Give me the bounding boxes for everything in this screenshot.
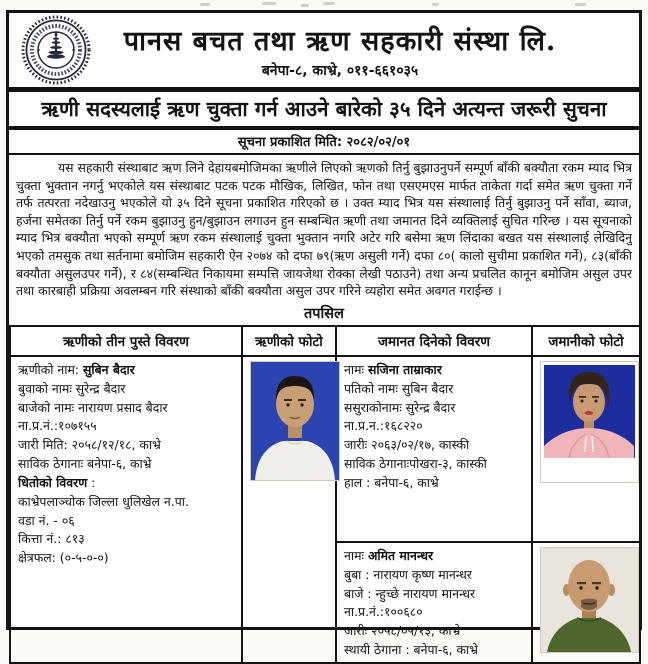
cooperative-seal-icon <box>21 15 91 85</box>
detail-line: स्थायी ठेगाना : बनेपा-६, काभ्रे <box>344 642 478 658</box>
detail-line: धितोको विवरण : <box>18 474 96 490</box>
detail-line: हाल : बनेपा-६, काभ्रे <box>344 474 439 490</box>
col-header-guarantor-details: जमानत दिनेको विवरण <box>336 326 532 356</box>
col-header-guarantor-photo: जमानीको फोटो <box>532 326 640 356</box>
detail-line: बुबा : नारायण कृष्ण मानन्धर <box>344 566 472 582</box>
detail-line: ससुराकोनामः सुरेन्द्र बैदार <box>344 399 456 415</box>
detail-line: वडा नं. - ०६ <box>18 512 75 528</box>
schedule-table <box>9 325 641 664</box>
detail-line: काभ्रेपलाञ्चोक जिल्ला धुलिखेल न.पा. <box>18 493 189 509</box>
tapsil-heading: तपसिल <box>304 305 344 322</box>
notice-document <box>6 10 642 658</box>
guarantor1-photo-cell <box>532 356 640 542</box>
scan-artifact <box>575 3 586 6</box>
detail-line: साविक ठेगानाः बनेपा-६, काभ्रे <box>18 456 152 472</box>
detail-line: जारीः २०६३/०२/१७, कास्की <box>344 437 470 453</box>
scan-artifact <box>200 3 210 6</box>
detail-line: नामः सजिना ताम्राकार <box>344 361 442 377</box>
detail-line: कित्ता नं.: ८१३ <box>18 531 85 547</box>
published-date-line: सूचना प्रकाशित मिति: २०८२/०२/०१ <box>9 130 639 155</box>
guarantor1-details-cell <box>336 356 532 542</box>
detail-line: ऋणीको नाम: सुबिन बैदार <box>18 361 135 377</box>
body-paragraph: यस सहकारी संस्थाबाट ऋण लिने देहायबमोजिमका ऋणीले लिएको ऋणको तिर्नु बुझाउनुपर्ने सम्पूर्ण बाँकी बक्यौता रकम म्याद भित्र चुक्ता भुक्तान नगर्नु भएकोले यस संस्थाबाट पटक पटक मौखिक, लिखित, फोन तथा एसएमएस मार्फत ताकेता गर्दा समेत ऋण चुक्ता गर्ने तर्फ तत्परता नदेखाउनु भएकोले यो ३५ दिने सूचना प्रकाशित गरिएको छ । उक्त म्याद भित्र यस संस्थालाई तिर्नु बुझाउनु पर्ने साँवा, ब्याज, हर्जना समेतका तिर्नु पर्ने रकम बुझाउनु हुन/बुझाउन लगाउन हुन सम्बन्धित ऋणी तथा जमानत दिने व्यक्तिलाई सुचित गरिन्छ । यस सूचनाको म्याद भित्र बक्यौता भएको सम्पूर्ण ऋण रकम संस्थालाई चुक्ता भुक्तान नगरि अटेर गरि बसेमा ऋण लिंदाका बखत यस संस्थालाई लेखिदिनु भएको तमसुक तथा सर्तनामा बमोजिम सहकारी ऐन २०७४ को दफा ७९(ऋण असुली गर्ने) दफा ८०( कालो सुचीमा प्रकाशित गर्ने), ८३(बाँकी बक्यौता असुलउपर गर्ने), र ८४(सम्बन्धित निकायमा सम्पत्ति जायजेथा रोक्का लेखी पठाउने) तथा अन्य प्रचलित कानून बमोजिम असुल उपर तथा कारबाही प्रक्रिया अवलम्बन गरि संस्थाको बाँकी बक्यौता असुल उपर गरिने व्यहोरा समेत अवगत गराईन्छ । <box>16 160 632 299</box>
detail-line: ना.प्र.नं.:१०७१५५ <box>18 418 97 434</box>
org-name: पानस बचत तथा ऋण सहकारी संस्था लि. <box>123 25 557 57</box>
guarantor1-photo <box>540 361 639 483</box>
org-title-block <box>91 21 629 80</box>
detail-line: साविक ठेगानाःपोखरा-३, कास्की <box>344 456 487 472</box>
scan-artifact <box>301 4 309 7</box>
detail-line: बाजेको नामः नारायण प्रसाद बैदार <box>18 399 168 415</box>
borrower-details-cell <box>10 356 242 663</box>
scan-artifact <box>323 2 335 5</box>
guarantor2-photo <box>540 547 639 653</box>
guarantor2-details-cell <box>336 542 532 663</box>
detail-line: नामः अमित मानन्धर <box>344 547 434 563</box>
col-header-borrower-details: ऋणीको तीन पुस्ते विवरण <box>10 326 242 356</box>
col-header-borrower-photo: ऋणीको फोटो <box>242 326 336 356</box>
detail-line: पतिको नामः सुबिन बैदार <box>344 380 454 396</box>
org-address: बनेपा-८, काभ्रे, ०११-६६१०३५ <box>261 62 419 79</box>
notice-headline: ऋणी सदस्यलाई ऋण चुक्ता गर्न आउने बारेको ३५ दिने अत्यन्त जरूरी सुचना <box>9 87 639 130</box>
table-header-row <box>10 326 640 356</box>
borrower-photo-cell <box>242 356 336 663</box>
detail-line: जारी मिति: २०५८/१२/१८, काभ्रे <box>18 437 161 453</box>
detail-line: बुवाको नामः सुरेन्द्र बैदार <box>18 380 126 396</box>
borrower-photo <box>250 361 340 481</box>
detail-line: ना.प्र.नं.:१००६८० <box>344 604 423 620</box>
guarantor2-photo-cell <box>532 542 640 663</box>
detail-line: बाजे : न्हुच्छे नारायण मानन्धर <box>344 585 476 601</box>
detail-line: क्षेत्रफल: (०-५-०-०) <box>18 550 109 566</box>
detail-line: ना.प्र.न.:१६८२२० <box>344 418 423 434</box>
detail-line: जारीः २०५८/०५/१३, काभ्रे <box>344 623 461 639</box>
notice-body <box>9 155 639 325</box>
scan-artifact <box>262 2 276 5</box>
scan-artifact <box>432 3 439 6</box>
table-row <box>10 356 640 542</box>
org-header <box>9 13 639 87</box>
